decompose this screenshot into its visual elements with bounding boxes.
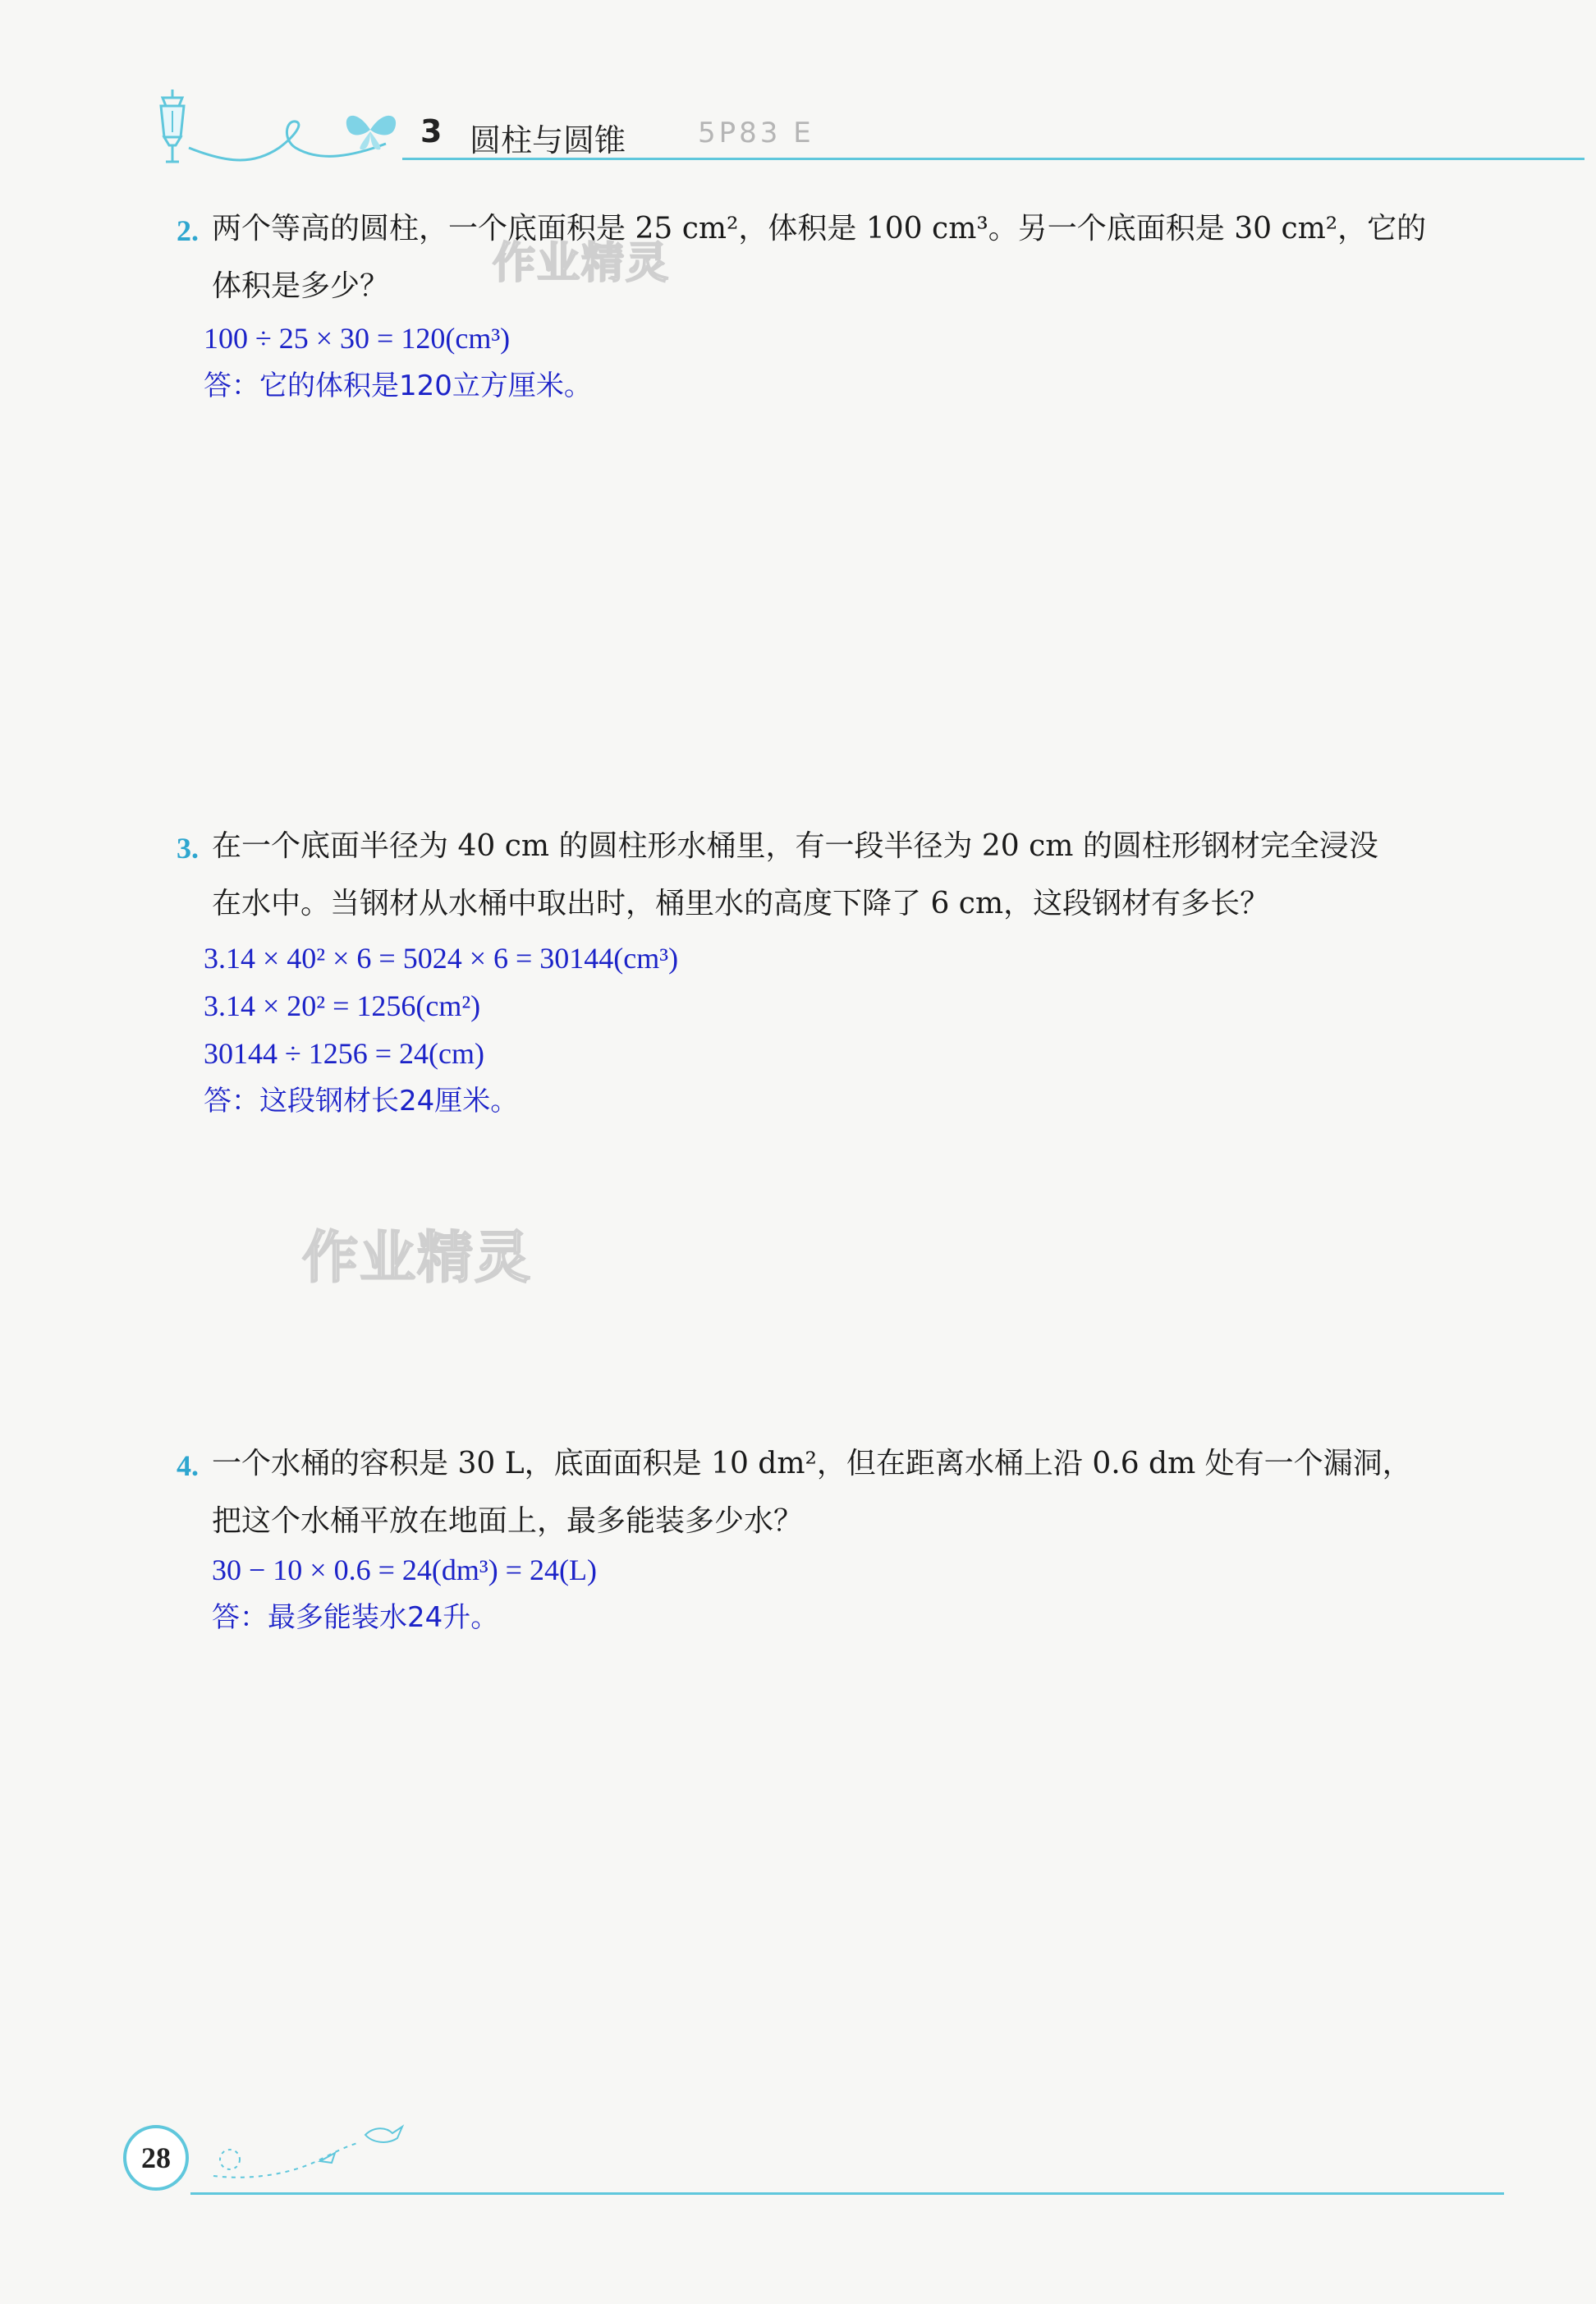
answer-equation: 30144 ÷ 1256 = 24(cm) (204, 1037, 485, 1070)
chapter-subtitle: 5P83 E (698, 117, 814, 149)
answer-statement: 答：它的体积是120立方厘米。 (204, 369, 592, 402)
problem-text (212, 200, 1426, 315)
problem-number: 2. (177, 214, 199, 247)
answer-equation: 3.14 × 40² × 6 = 5024 × 6 = 30144(cm³) (204, 942, 679, 975)
footer-rule (190, 2192, 1504, 2195)
answer-block (212, 1546, 597, 1641)
problem-text (212, 818, 1378, 933)
problem-number: 3. (177, 832, 199, 865)
problem-line: 在水中。当钢材从水桶中取出时，桶里水的高度下降了 6 cm，这段钢材有多长？ (212, 887, 1270, 920)
answer-equation: 30 − 10 × 0.6 = 24(dm³) = 24(L) (212, 1554, 597, 1586)
problem-number: 4. (177, 1449, 199, 1482)
problem-line: 把这个水桶平放在地面上，最多能装多少水？ (212, 1504, 804, 1538)
watermark-text: 作业精灵 (493, 239, 671, 288)
footer-bird-decoration (197, 2102, 410, 2184)
watermark-text: 作业精灵 (302, 1226, 533, 1291)
problem-line: 两个等高的圆柱，一个底面积是 25 cm²，体积是 100 cm³。另一个底面积是 30 cm²，它的 (212, 212, 1427, 246)
page-number: 28 (123, 2125, 189, 2191)
problem-line: 一个水桶的容积是 30 L，底面面积是 10 dm²，但在距离水桶上沿 0.6 dm 处有一个漏洞， (212, 1447, 1412, 1480)
problem-line: 在一个底面半径为 40 cm 的圆柱形水桶里，有一段半径为 20 cm 的圆柱形钢材完全浸没 (212, 829, 1378, 863)
answer-block (204, 314, 592, 410)
chapter-title: 圆柱与圆锥 (470, 122, 626, 158)
answer-statement: 答：最多能装水24升。 (212, 1601, 499, 1634)
answer-equation: 3.14 × 20² = 1256(cm²) (204, 989, 481, 1022)
answer-statement: 答：这段钢材长24厘米。 (204, 1085, 519, 1118)
answer-block (204, 934, 678, 1125)
problem-line: 体积是多少？ (212, 269, 390, 303)
problem-text (212, 1435, 1412, 1550)
answer-equation: 100 ÷ 25 × 30 = 120(cm³) (204, 322, 511, 355)
butterfly-icon (341, 105, 402, 154)
chapter-number: 3 (420, 113, 443, 149)
